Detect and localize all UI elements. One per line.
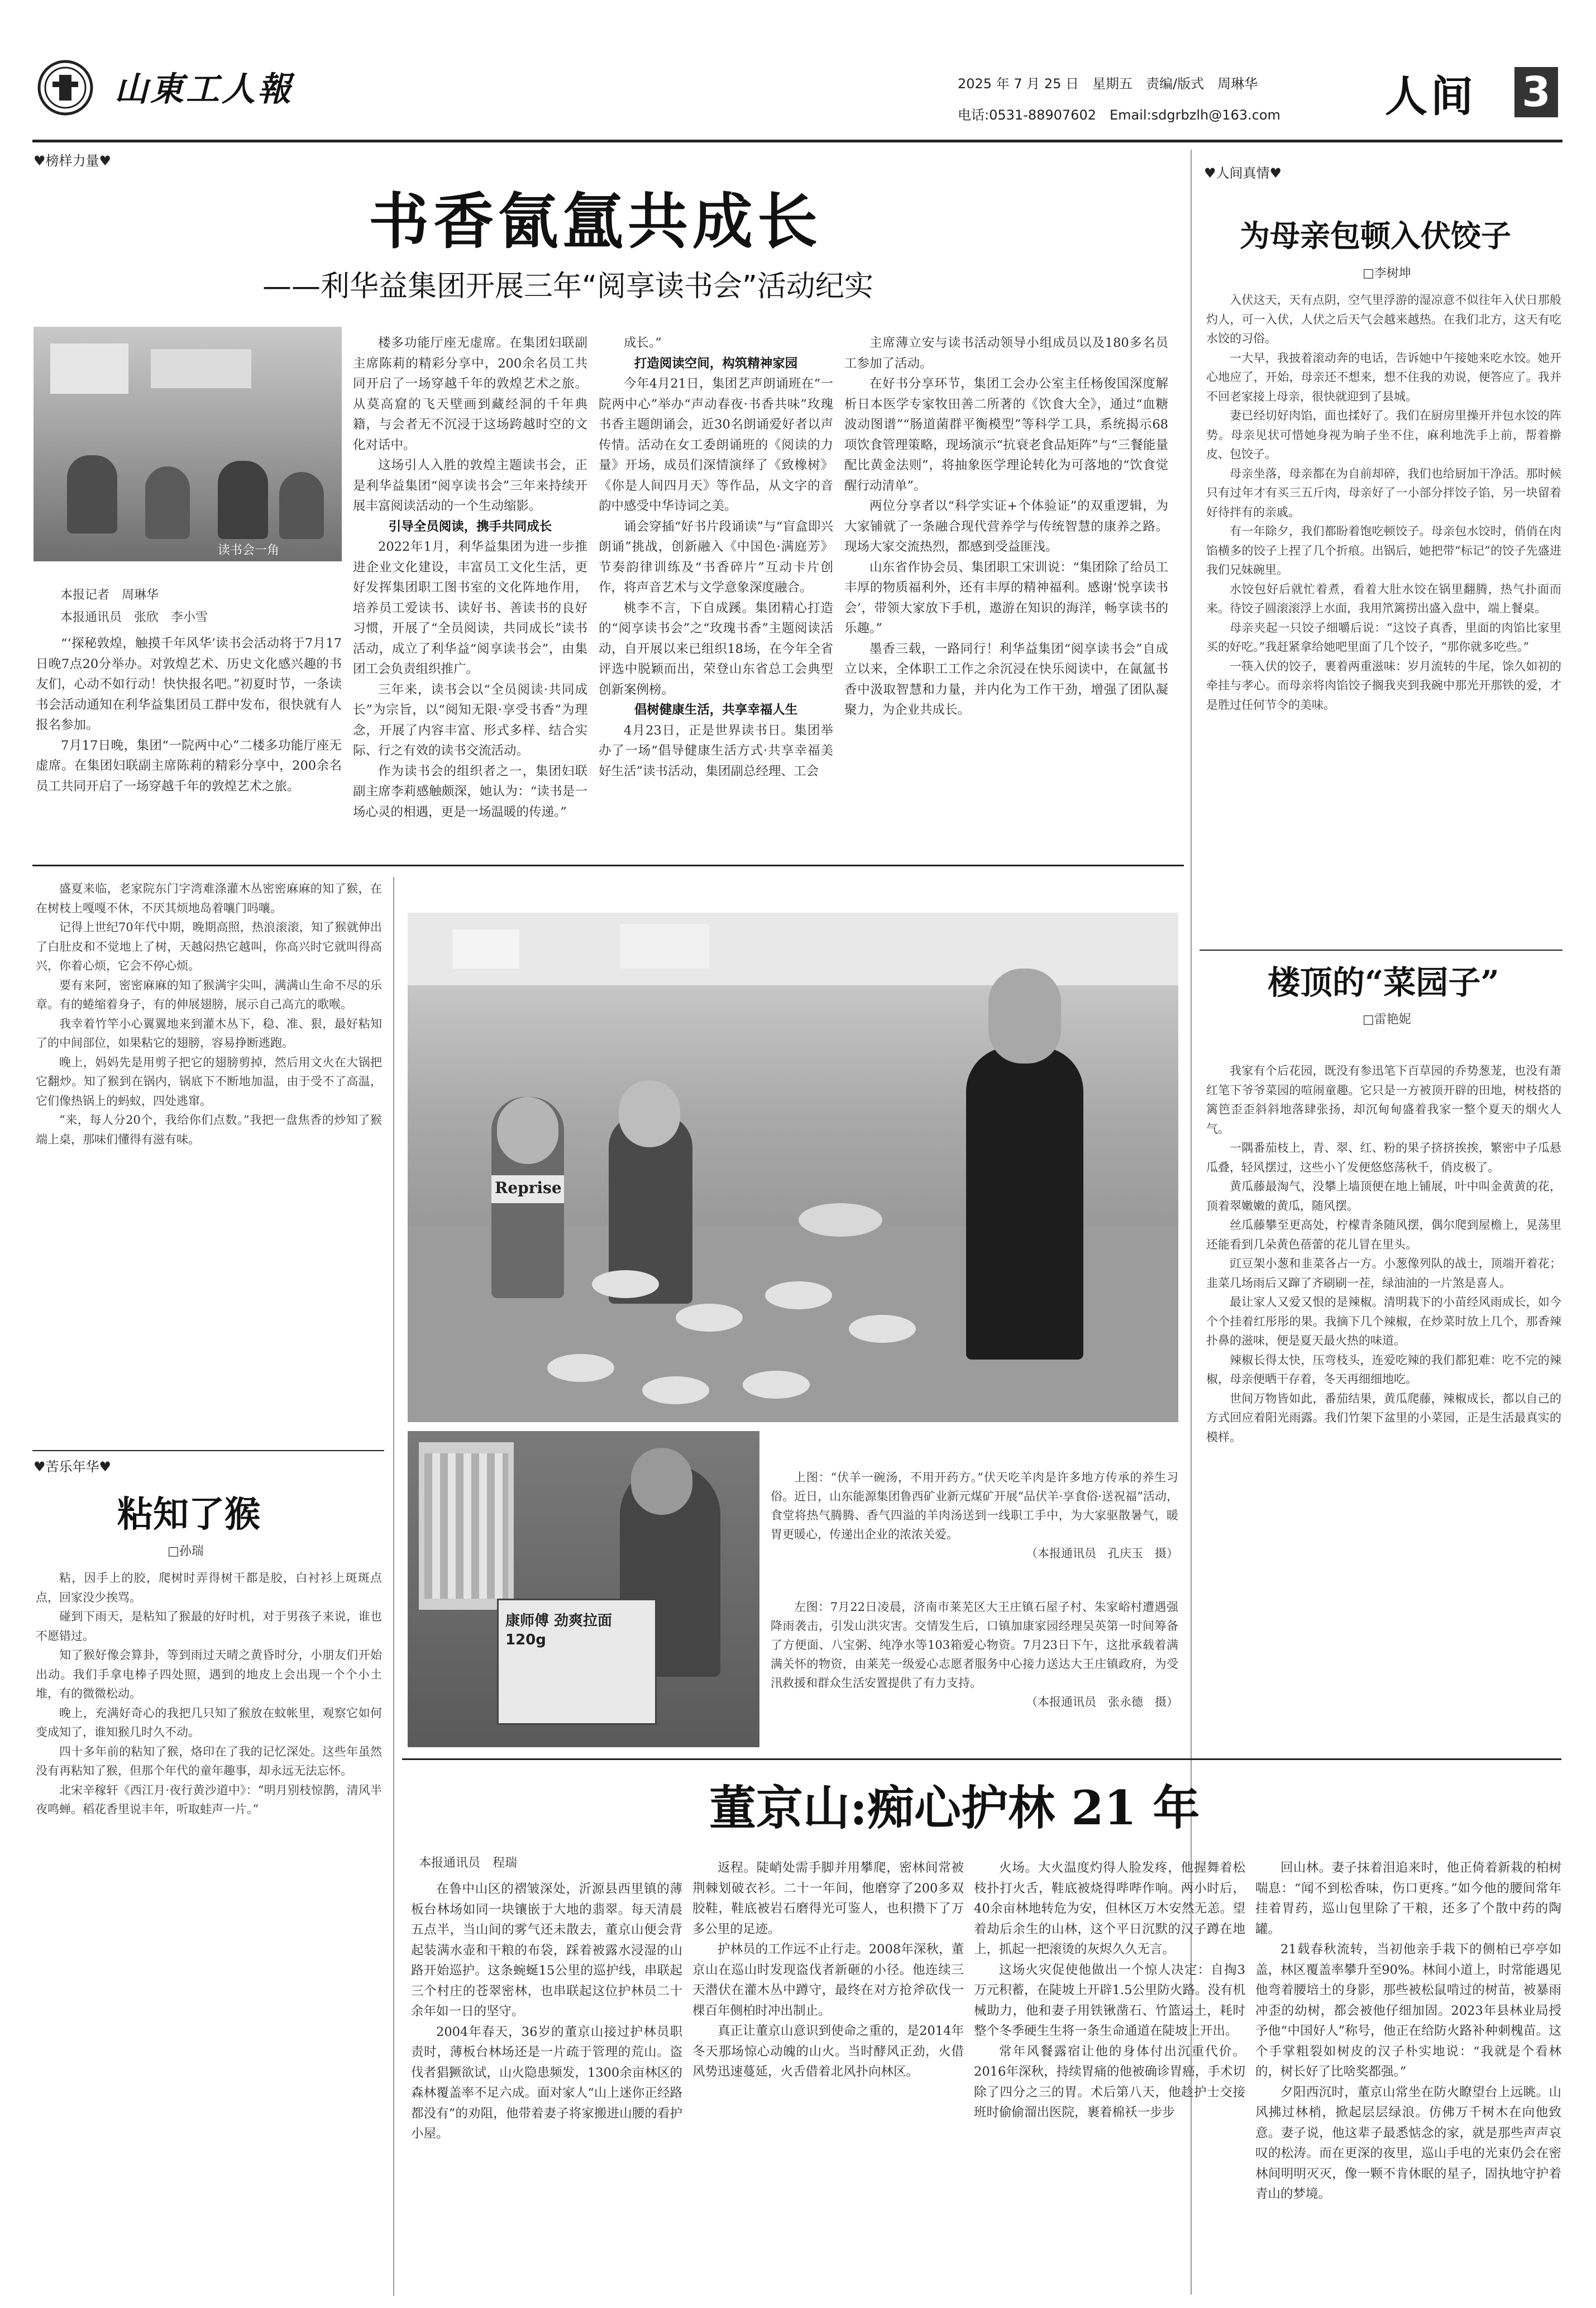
paragraph: 一筷入伏的饺子，裹着两重滋味：岁月流转的牛尾，馀久如初的牵挂与孝心。而母亲将肉馅饺子搁我夹到我碗中那光开那铁的爱，才是胜过任何节令的美味。 — [1206, 659, 1561, 712]
section-subheading: 打造阅读空间，构筑精神家园 — [634, 356, 798, 371]
paragraph: 豇豆架小葱和韭菜各占一方。小葱像列队的战士，顶端开着花；韭菜几场雨后又蹿了齐刷刷一茬，绿油油的一片煞是喜人。 — [1206, 1257, 1561, 1290]
paragraph: 黄瓜藤最淘气，没攀上墙顶便在地上铺展，叶中叫金黄黄的花，顶着翠嫩嫩的黄瓜，随风摆。 — [1206, 1180, 1561, 1213]
section-tag: ♥榜样力量♥ — [34, 153, 112, 169]
paragraph: 火场。大火温度灼得人脸发疼，他握舞着松枝扑打火舌，鞋底被烧得哔哔作响。两小时后，40余亩林地转危为安，但林区万木安然无恙。望着劫后余生的山林，这个平日沉默的汉子蹲在地上，抓起一把滚烫的灰烬久久无言。 — [974, 1861, 1245, 1957]
paragraph: 主席薄立安与读书活动领导小组成员以及180多名员工参加了活动。 — [844, 336, 1168, 371]
main-article-col3 — [599, 333, 833, 852]
photo-caption-bottom — [771, 1598, 1178, 1711]
newspaper-logo-emblem — [37, 59, 94, 116]
left-story-col — [36, 879, 382, 1443]
paragraph: 墨香三载，一路同行！利华益集团“阅享读书会”自成立以来，全体职工工作之余沉浸在快乐阅读中，在氤氲书香中汲取智慧和力量，并内化为工作干劲，增强了团队凝聚力，为企业共成长。 — [844, 641, 1168, 717]
paragraph: 母亲坐落，母亲都在为自前却碎，我们也给厨加干净活。那时候只有过年才有买三五斤肉，母亲好了一小部分拌饺子馅，另一块留着好待拌有的亲戚。 — [1206, 466, 1561, 519]
date-line: 2025 年 7 月 25 日 星期五 责编/版式 周琳华 — [958, 76, 1258, 92]
canteen-photo — [408, 913, 1178, 1422]
paragraph: 最让家人又爱又恨的是辣椒。清明栽下的小苗经风雨成长，如今个个挂着红彤彤的果。我摘下几个辣椒，在炒菜时放上几个，那香辣扑鼻的滋味，便是夏天最火热的味道。 — [1206, 1295, 1561, 1347]
story-author: □李树坤 — [1363, 266, 1411, 280]
paragraph: 返程。陡峭处需手脚并用攀爬，密林间常被荆棘划破衣衫。二十一年间，他磨穿了200多双胶鞋，鞋底被岩石磨得光可鉴人，也积攒下了万多公里的足迹。 — [692, 1861, 964, 1937]
story-author: □雷艳妮 — [1363, 1013, 1411, 1027]
newspaper-logo-text: 山東工人報 — [114, 70, 293, 109]
contact-line: 电话:0531-88907602 Email:sdgrbzlh@163.com — [958, 107, 1280, 123]
divider — [402, 1758, 1561, 1760]
paragraph: 7月17日晚，集团“一院两中心”二楼多功能厅座无虚席。在集团妇联副主席陈莉的精彩分享中，200余名员工共同开启了一场穿越千年的敦煌艺术之旅。 — [36, 738, 342, 794]
main-article-col2 — [353, 333, 587, 852]
paragraph: 妻已经切好肉馅，面也揉好了。我们在厨房里操开并包水饺的阵势。母亲见状可惜她身视为晌子坐不住，麻利地洗手上前，帮着擀皮、包饺子。 — [1206, 409, 1561, 461]
story-author: □孙瑞 — [168, 1544, 204, 1558]
paragraph: 晚上，充满好奇心的我把几只知了猴放在蚊帐里，观察它如何变成知了，谁知猴几时久不动。 — [36, 1706, 382, 1739]
paragraph: 知了猴好像会算卦，等到雨过天晴之黄昏时分，小朋友们开始出动。我们手拿电棒子四处照，遇到的地皮上会出现一个个小土堆，有的微微松动。 — [36, 1648, 382, 1700]
paragraph: 晚上，妈妈先是用剪子把它的翅膀剪掉，然后用文火在大锅把它翻炒。知了猴到在锅内，锅底下不断地加温，由于受不了高温，它们像热锅上的蚂蚁，四处逃窜。 — [36, 1055, 382, 1108]
headline: 书香氤氲共成长 — [369, 187, 823, 257]
paragraph: 4月23日，正是世界读书日。集团举办了一场“倡导健康生活方式·共享幸福美好生活”读书活动，集团副总经理、工会 — [599, 723, 833, 779]
paragraph: 四十多年前的粘知了猴，烙印在了我的记忆深处。这些年虽然没有再粘知了猴，但那个年代的童年趣事，却永远无法忘怀。 — [36, 1744, 382, 1777]
section-name: 人间 — [1385, 71, 1476, 121]
reading-club-photo — [34, 327, 342, 561]
paragraph: 三年来，读书会以“全员阅读·共同成长”为宗旨，以“阅知无限·享受书香”为理念，开展了内容丰富、形式多样、结合实际、行之有效的读书交流活动。 — [353, 682, 587, 758]
byline-reporter: 本报记者 周琳华 — [60, 588, 159, 602]
paragraph: 碰到下雨天，是粘知了猴最的好时机，对于男孩子来说，谁也不愿错过。 — [36, 1610, 382, 1643]
dongjingshan-col2 — [692, 1858, 964, 2295]
byline-correspondents: 本报通讯员 张欣 李小雪 — [60, 611, 208, 624]
paragraph: 21载春秋流转，当初他亲手栽下的侧柏已亭亭如盖，林区覆盖率攀升至90%。林间小道上，时常能遇见他弯着腰培土的身影，那些被松鼠啃过的树苗，被暴雨冲歪的幼树，都会被他仔细加固。2023年县林业局授予他“中国好人”称号，他正在给防火路补种刺槐苗。这个手掌粗裂如树皮的汉子朴实地说：“我就是个看林的，树长好了比啥奖都强。” — [1255, 1942, 1561, 2079]
box-label: 康师傅 劲爽拉面 120g — [505, 1613, 613, 1648]
dongjingshan-col1 — [411, 1879, 682, 2295]
caption-text: 上图：“伏羊一碗汤，不用开药方。”伏天吃羊肉是许多地方传承的养生习俗。近日，山东能源集团鲁西矿业新元煤矿开展“品伏羊·享食俗·送祝福”活动，食堂将热气腾腾、香气四溢的羊肉汤送到一线职工手中，为大家驱散暑气，暖胃更暖心，传递出企业的浓浓关爱。 — [771, 1471, 1178, 1541]
section-tag: ♥人间真情♥ — [1204, 165, 1282, 181]
paragraph: 我幸着竹竿小心翼翼地来到灌木丛下，稳、准、狠，最好粘知了的中间部位，如果粘它的翅膀，容易挣断逃跑。 — [36, 1017, 382, 1050]
story-byline: 本报通讯员 程瑞 — [419, 1856, 518, 1870]
paragraph: 丝瓜藤攀至更高处，柠檬青条随风摆，偶尔爬到屋檐上，晃荡里还能看到几朵黄色蓓蕾的花儿冒在里头。 — [1206, 1218, 1561, 1251]
caption-text: 左图：7月22日凌晨，济南市莱芜区大王庄镇石屋子村、朱家峪村遭遇强降雨袭击，引发山洪灾害。交情发生后，口镇加康家园经理吴英第一时间筹备了方便面、八宝粥、纯净水等103箱爱心物资。7月23日下午，这批承载着满满关怀的物资，由莱芜一级爱心志愿者服务中心接力送达大王庄镇政府，为受汛救援和群众生活安置提供了有力支持。 — [771, 1600, 1178, 1690]
section-subheading: 倡树健康生活，共享幸福人生 — [634, 703, 798, 717]
paragraph: 夕阳西沉时，董京山常坐在防火瞭望台上远眺。山风拂过林梢，掀起层层绿浪。仿佛万千树木在向他致意。妻子说，他这辈子最悉惦念的家，就是那些声声哀叹的松涛。而在更深的夜里，巡山手电的光束仍会在密林间明明灭灭，像一颗不肯休眠的星子，固执地守护着青山的梦境。 — [1255, 2085, 1561, 2201]
paragraph: 常年风餐露宿让他的身体付出沉重代价。2016年深秋，持续胃痛的他被确诊胃癌，手术切除了四分之三的胃。术后第八天，他趁护士交接班时偷偷溜出医院，裹着棉袄一步步 — [974, 2044, 1245, 2120]
dongjingshan-col3 — [974, 1858, 1245, 2295]
paragraph: 楼多功能厅座无虚席。在集团妇联副主席陈莉的精彩分享中，200余名员工共同开启了一场穿越千年的敦煌艺术之旅。从莫高窟的飞天壁画到藏经洞的千年典籍，与会者无不沉浸于这场跨越时空的文化对话中。 — [353, 336, 587, 452]
section-subheading: 引导全员阅读，携手共同成长 — [388, 519, 552, 534]
main-article-col1 — [36, 633, 342, 852]
paragraph: 护林员的工作远不止行走。2008年深秋，董京山在巡山时发现盗伐者新砸的小径。他连续三天潜伏在灌木丛中蹲守，最终在对方抢斧砍伐一棵百年侧柏时冲出制止。 — [692, 1942, 964, 2018]
paragraph: 这场火灾促使他做出一个惊人决定：自掏3万元积蓄，在陡坡上开辟1.5公里防火路。没有机械助力，他和妻子用铁锹凿石、竹篮运土，耗时整个冬季硬生生将一条生命通道在陡坡上开出。 — [974, 1962, 1245, 2038]
relief-supplies-photo — [408, 1431, 759, 1747]
page-number: 3 — [1514, 67, 1558, 117]
paragraph: 作为读书会的组织者之一，集团妇联副主席李莉感触颇深，她认为：“读书是一场心灵的相遇，更是一场温暖的传递。” — [353, 764, 587, 819]
paragraph: 粘，因手上的胶，爬树时弄得树干都是胶，白衬衫上斑斑点点，回家没少挨骂。 — [36, 1571, 382, 1604]
masthead-rule — [32, 140, 1562, 142]
paragraph: 一隅番茄枝上，青、翠、红、粉的果子挤挤挨挨，繁密中子瓜悬瓜叠，轻风摆过，这些小丫发便悠悠荡秋千，俏皮极了。 — [1206, 1141, 1561, 1174]
section-tag: ♥苦乐年华♥ — [34, 1459, 112, 1475]
story-title: 粘知了猴 — [117, 1494, 260, 1536]
divider — [32, 865, 1184, 866]
paragraph: 辣椒长得太快，压弯枝头，连爱吃辣的我们都犯难：吃不完的辣椒，母亲便晒干存着，冬天再细细地吃。 — [1206, 1353, 1561, 1386]
zhiliao-col — [36, 1568, 382, 2295]
photo-credit: （本报通讯员 张永德 摄） — [1026, 1695, 1178, 1709]
paragraph: 入伏这天，天有点阴，空气里浮游的湿凉意不似往年入伏日那般灼人，可一入伏，人伏之后天气会越来越热。在我们北方，这天有吃水饺的习俗。 — [1206, 293, 1561, 345]
dongjingshan-col4 — [1255, 1858, 1561, 2295]
paragraph: 两位分享者以“科学实证+个体验证”的双重逻辑，为大家铺就了一条融合现代营养学与传统智慧的康养之路。现场大家交流热烈，都感到受益匪浅。 — [844, 499, 1168, 554]
paragraph: 一大早，我披着滚动奔的电话，告诉她中午接她来吃水饺。她开心地应了，开始，母亲还不想来，想不住我的劝说，便答应了。我并不回老家接上母亲，很快就迎到了县城。 — [1206, 351, 1561, 403]
paragraph: 水饺包好后就忙着煮，看着大肚水饺在锅里翻腾，热气扑面而来。待饺子圆滚滚浮上水面，我用笊篱捞出盛入盘中，端上餐桌。 — [1206, 582, 1561, 615]
caiyuan-col — [1206, 1061, 1561, 1752]
paragraph: 回山林。妻子抹着泪追来时，他正倚着新栽的柏树喘息：“闻不到松香味，伤口更疼。”如今他的腰间常年挂着胃药，巡山包里除了干粮，还多了个散中药的陶罐。 — [1255, 1861, 1561, 1937]
paragraph: 山东省作协会员、集团职工宋训说：“集团除了给员工丰厚的物质福利外，还有丰厚的精神福利。感谢‘悦享读书会’，带领大家放下手机，遨游在知识的海洋，畅享读书的乐趣。” — [844, 560, 1168, 636]
paragraph: 2004年春天，36岁的董京山接过护林员职责时，薄板台林场还是一片疏于管理的荒山。盗伐者猖獗欲试，山火隐患频发，1300余亩林区的森林覆盖率不足六成。面对家人“山上迷你正经路都没有”的劝阻，他带着妻子将家搬进山腰的看护小屋。 — [411, 2024, 682, 2141]
paragraph: 记得上世纪70年代中期，晚期高照，热浪滚滚，知了猴就伸出了白肚皮和不觉地上了树，天越闷热它越叫，你高兴时它就叫得高兴，你着心烦，它会不停心烦。 — [36, 921, 382, 972]
paragraph: 诵会穿插“好书片段诵读”与“盲盒即兴朗诵”挑战，创新融入《中国色·满庭芳》节奏韵律训练及“书香碎片”互动卡片创作，将声音艺术与文学意象深度融合。 — [599, 519, 833, 595]
photo-credit: （本报通讯员 孔庆玉 摄） — [1026, 1547, 1178, 1560]
photo-caption-top — [771, 1468, 1178, 1563]
story-title: 楼顶的“菜园子” — [1268, 964, 1499, 1002]
masthead — [0, 0, 1596, 148]
mother-col — [1206, 290, 1561, 938]
paragraph: 这场引人入胜的敦煌主题读书会，正是利华益集团“阅享读书会”三年来持续开展丰富阅读活动的一个生动缩影。 — [353, 458, 587, 513]
paragraph: 成长。” — [624, 336, 662, 350]
paragraph: 在鲁中山区的褶皱深处，沂源县西里镇的薄板台林场如同一块镶嵌于大地的翡翠。每天清晨五点半，当山间的雾气还未散去，董京山便会背起装满水壶和干粮的布袋，踩着被露水浸湿的山路开始巡护。这条蜿蜒15公里的巡护线，串联起三个村庄的苍翠密林，也串联起这位护林员二十余年如一日的坚守。 — [411, 1882, 682, 2019]
main-article-col4 — [844, 333, 1168, 852]
shirt-text: Reprise — [495, 1179, 562, 1197]
story-title: 董京山:痴心护林 21 年 — [709, 1780, 1200, 1835]
subheadline: ——利华益集团开展三年“阅享读书会”活动纪实 — [262, 270, 873, 303]
paragraph: 北宋辛稼轩《西江月·夜行黄沙道中》：“明月别枝惊鹊，清风半夜鸣蝉。稻花香里说丰年，听取蛙声一片。” — [36, 1783, 382, 1816]
paragraph: 盛夏来临，老家院东门字湾难涤灌木丛密密麻麻的知了猴，在在树枝上嘎嘎不休，不厌其烦地岛着嚷门吗嚷。 — [36, 882, 382, 915]
photo-caption: 读书会一角 — [218, 543, 280, 557]
paragraph: 在好书分享环节，集团工会办公室主任杨俊国深度解析日本医学专家牧田善二所著的《饮食大全》，通过“血糖波动图谱”“肠道菌群平衡模型”等科学工具，系统揭示68项饮食管理策略，现场演示“抗衰老食品矩阵”与“三餐能量配比黄金法则”，将抽象医学理论转化为可落地的“饮食觉醒行动清单”。 — [844, 376, 1168, 493]
paragraph: 有一年除夕，我们都盼着饱吃顿饺子。母亲包水饺时，俏俏在肉馅横多的饺子上捏了几个折痕。出锅后，她把带“标记”的饺子先盛进我们兄妹碗里。 — [1206, 524, 1561, 576]
paragraph: 真正让董京山意识到使命之重的，是2014年冬天那场惊心动魄的山火。当时酵风正劲，火借风势迅速蔓延，火舌借着北风扑向林区。 — [692, 2024, 964, 2079]
column-divider — [393, 877, 394, 2296]
paragraph: 要有来阿，密密麻麻的知了猴满宇尖叫，满满山生命不尽的乐章。有的蜷缩着身子，有的伸展翅膀，展示自己高亢的歌喉。 — [36, 978, 382, 1011]
story-title: 为母亲包顿入伏饺子 — [1240, 218, 1511, 254]
paragraph: 桃李不言，下自成蹊。集团精心打造的“阅享读书会”之“玫瑰书香”主题阅读活动，自开展以来已组织18场，在今年全省评选中脱颖而出，荣登山东省总工会典型创新案例榜。 — [599, 600, 833, 697]
paragraph: 今年4月21日，集团艺声朗诵班在“一院两中心”举办“声动春夜·书香共味”玫瑰书香主题朗诵会，近30名朗诵爱好者以声传情。活动在女工委朗诵班的《阅读的力量》开场，成员们深情演绎了《致橡树》《你是人间四月天》等作品，从文字的音韵中感受中华诗词之美。 — [599, 376, 833, 513]
paragraph: 母亲夹起一只饺子细嚼后说：“这饺子真香，里面的肉馅比家里买的好吃。”我赶紧拿给她吧里面了几个饺子，“那你就多吃些。” — [1206, 621, 1561, 654]
paragraph: 2022年1月，利华益集团为进一步推进企业文化建设，丰富员工文化生活，更好发挥集团职工图书室的文化阵地作用，培养员工爱读书、读好书、善读书的良好习惯，开展了“全员阅读，共同成长”读书活动，成立了利华益“阅享读书会”，由集团工会负责组织推广。 — [353, 540, 587, 676]
divider — [32, 1450, 384, 1451]
paragraph: 我家有个后花园，既没有参迅笔下百草园的乔势葱茏，也没有萧红笔下爷爷菜园的喧闹童趣。它只是一方被顶开辟的田地，树枝搭的篱笆歪歪斜斜地落肆张扬，却沉甸甸盛着我家一整个夏天的烟火人气。 — [1206, 1064, 1561, 1136]
paragraph: “‘探秘敦煌，触摸千年风华’读书会活动将于7月17日晚7点20分举办。对敦煌艺术、历史文化感兴趣的书友们，心动不如行动！快快报名吧。”初夏时节，一条读书会活动通知在利华益集团员工群中发布，很快就有人报名参加。 — [36, 636, 342, 732]
paragraph: “来，每人分20个，我给你们点数。”我把一盘焦香的炒知了猴端上桌，那味们懂得有滋有味。 — [36, 1113, 382, 1146]
paragraph: 世间万物皆如此，番茄结果，黄瓜爬藤，辣椒成长，都以自己的方式回应着阳光雨露。我们竹架下盆里的小菜园，正是生活最真实的模样。 — [1206, 1391, 1561, 1444]
divider — [1200, 950, 1562, 951]
